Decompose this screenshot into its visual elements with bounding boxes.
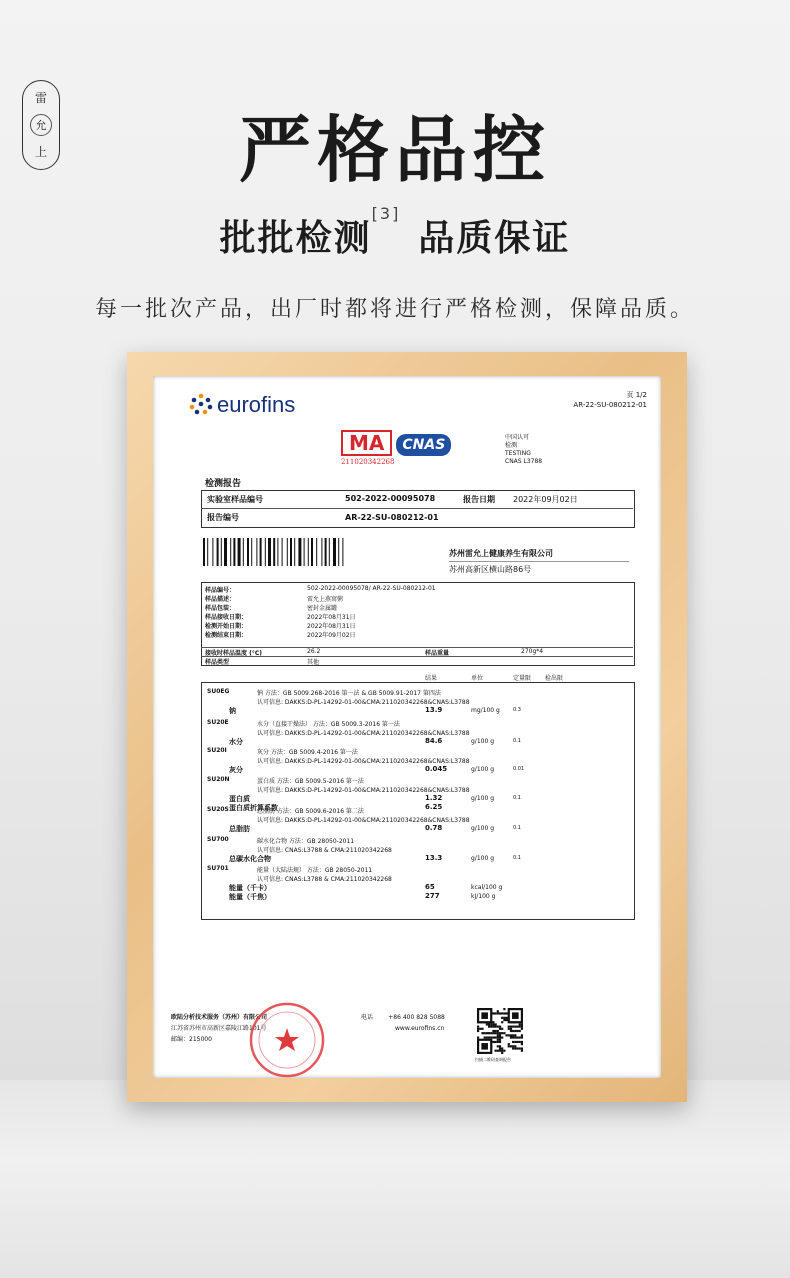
col-unit: 单位 [471,675,484,682]
client-name: 苏州雷允上健康养生有限公司 [449,549,553,558]
test-result: 0.78 [425,824,443,832]
sample-field-label: 检测开始日期： [205,623,248,630]
subtitle-part-b: 品质保证 [418,218,571,259]
qr-code-icon [477,1008,523,1054]
sample-info-box [201,582,635,666]
test-accreditation: 认可信息: DAKKS:D-PL-14292-01-00&CMA:211020342268&CNAS:L3788 [257,758,470,765]
sample-field-label: 样品接收日期： [205,614,248,621]
test-method: 总脂肪 方法：GB 5009.6-2016 第二法 [257,808,364,815]
cnas-info-line: CNAS L3788 [505,458,543,465]
page-indicator [573,390,647,410]
test-item: 能量（千卡） [229,884,271,892]
lab-sample-value: 502-2022-00095078 [345,494,436,503]
sample-field-value: 雷允上燕窝粥 [307,596,344,603]
page-number: 页 1/2 [626,391,647,399]
eurofins-logo [189,388,295,418]
report-no-value: AR-22-SU-080212-01 [345,513,439,522]
sample-field-label: 样品编号： [205,587,236,594]
test-unit: g/100 g [471,825,494,832]
page-report-ref: AR-22-SU-080212-01 [573,401,647,409]
client-address: 苏州高新区横山路86号 [449,565,532,574]
test-method: 能量（大陆法规） 方法：GB 28050-2011 [257,867,373,874]
certification-marks [341,430,451,466]
test-code: SU700 [207,836,229,843]
lab-company: 欧陆分析技术服务（苏州）有限公司 [171,1014,268,1021]
test-accreditation: 认可信息: DAKKS:D-PL-14292-01-00&CMA:211020342268&CNAS:L3788 [257,699,470,706]
test-code: SU20S [207,806,229,813]
cnas-info [505,434,542,466]
sample-field-value: 502-2022-00095078/ AR-22-SU-080212-01 [307,585,436,592]
test-method: 蛋白质 方法：GB 5009.5-2016 第一法 [257,778,364,785]
lab-sample-label: 实验室样品编号 [207,495,263,504]
footnote-ref: [3] [371,204,401,223]
test-limit: 0.1 [513,738,521,744]
report-no-label: 报告编号 [207,513,239,522]
phone-label: 电话 [361,1014,374,1021]
cnas-mark: CNAS [396,434,451,456]
test-unit: g/100 g [471,855,494,862]
test-result: 277 [425,892,440,900]
report-heading: 检测报告 [205,479,242,489]
test-item: 钠 [229,707,236,715]
cma-number: 211020342268 [341,458,395,466]
cnas-info-line: 中国认可 [505,434,530,441]
certificate-frame [127,352,687,1102]
sample-field-value: 密封金属罐 [307,605,338,612]
sample-type-label: 样品类型 [205,659,230,666]
report-date-label: 报告日期 [463,495,495,504]
test-result: 13.3 [425,854,443,862]
test-result: 6.25 [425,803,443,811]
sample-temp-label: 接收时样品温度 (°C) [205,650,262,657]
test-code: SU701 [207,865,229,872]
test-accreditation: 认可信息: CNAS:L3788 & CMA:211020342268 [257,876,392,883]
cnas-info-line: TESTING [505,450,531,457]
sample-field-label: 样品包装： [205,605,236,612]
test-report-document [153,376,661,1078]
test-code: SU0EG [207,688,230,695]
sample-field-value: 2022年08月31日 [307,614,356,621]
report-date-value: 2022年09月02日 [513,495,578,504]
test-accreditation: 认可信息: DAKKS:D-PL-14292-01-00&CMA:211020342268&CNAS:L3788 [257,787,470,794]
sample-field-label: 样品描述： [205,596,236,603]
test-result: 1.32 [425,794,443,802]
test-unit: mg/100 g [471,707,500,714]
test-result: 84.6 [425,737,443,745]
test-accreditation: 认可信息: DAKKS:D-PL-14292-01-00&CMA:211020342268&CNAS:L3788 [257,730,470,737]
barcode [203,538,373,566]
col-loq: 定量限 [513,675,532,682]
brand-char-1: 雷 [34,91,47,105]
lab-postcode: 邮编：215000 [171,1036,212,1043]
official-seal-icon [247,1000,327,1078]
subtitle-part-a: 批批检测 [219,218,372,259]
test-item: 蛋白质折算系数 [229,804,278,812]
sample-field-value: 2022年09月02日 [307,632,356,639]
eurofins-wordmark: eurofins [217,392,296,417]
sample-field-label: 检测结束日期： [205,632,248,639]
test-result: 13.9 [425,706,443,714]
test-limit: 0.01 [513,766,525,772]
test-item: 总碳水化合物 [229,855,271,863]
test-result: 0.045 [425,765,448,773]
test-unit: kcal/100 g [471,884,503,891]
sample-weight-label: 样品重量 [425,650,450,657]
test-unit: g/100 g [471,795,494,802]
test-item: 蛋白质 [229,795,250,803]
test-item: 灰分 [229,766,243,774]
lab-address: 江苏省苏州市高新区嘉陵江路101号 [171,1025,267,1032]
qr-caption: 扫描二维码查询报告 [475,1057,511,1062]
page-title: 严格品控 [238,107,551,192]
eurofins-dots-icon [189,392,213,416]
test-accreditation: 认可信息: CNAS:L3788 & CMA:211020342268 [257,847,392,854]
contact-footer [361,1012,445,1034]
test-code: SU20I [207,747,227,754]
test-unit: g/100 g [471,738,494,745]
test-unit: g/100 g [471,766,494,773]
phone-number: +86 400 828 5088 [388,1014,445,1021]
sample-temp-value: 26.2 [307,648,321,655]
test-item: 能量（千焦） [229,893,271,901]
website: www.eurofins.cn [395,1025,445,1032]
test-result: 65 [425,883,435,891]
test-method: 水分（直接干燥法） 方法：GB 5009.3-2016 第一法 [257,721,400,728]
test-method: 碳水化合物 方法：GB 28050-2011 [257,838,355,845]
test-limit: 0.1 [513,825,521,831]
sample-field-value: 2022年08月31日 [307,623,356,630]
page-subtitle [0,204,790,261]
sample-type-value: 其他 [307,659,320,666]
test-limit: 0.1 [513,795,521,801]
col-result: 结果 [425,675,438,682]
test-code: SU20E [207,719,229,726]
test-code: SU20N [207,776,230,783]
test-unit: kJ/100 g [471,893,496,900]
sample-weight-value: 270g*4 [521,648,544,655]
page-description: 每一批次产品，出厂时都将进行严格检测，保障品质。 [94,297,695,322]
test-item: 总脂肪 [229,825,250,833]
brand-char-2: 允 [30,114,52,136]
floor-background [0,1080,790,1278]
test-limit: 0.1 [513,855,521,861]
test-item: 水分 [229,738,243,746]
brand-char-3: 上 [34,145,47,159]
cnas-info-line: 检测 [505,442,518,449]
test-method: 灰分 方法：GB 5009.4-2016 第一法 [257,749,358,756]
col-lod: 检出限 [545,675,564,682]
cma-mark: MA [341,430,392,456]
test-method: 钠 方法：GB 5009.268-2016 第一法 & GB 5009.91-2017 第四法 [257,690,441,697]
test-limit: 0.3 [513,707,521,713]
test-accreditation: 认可信息: DAKKS:D-PL-14292-01-00&CMA:211020342268&CNAS:L3788 [257,817,470,824]
